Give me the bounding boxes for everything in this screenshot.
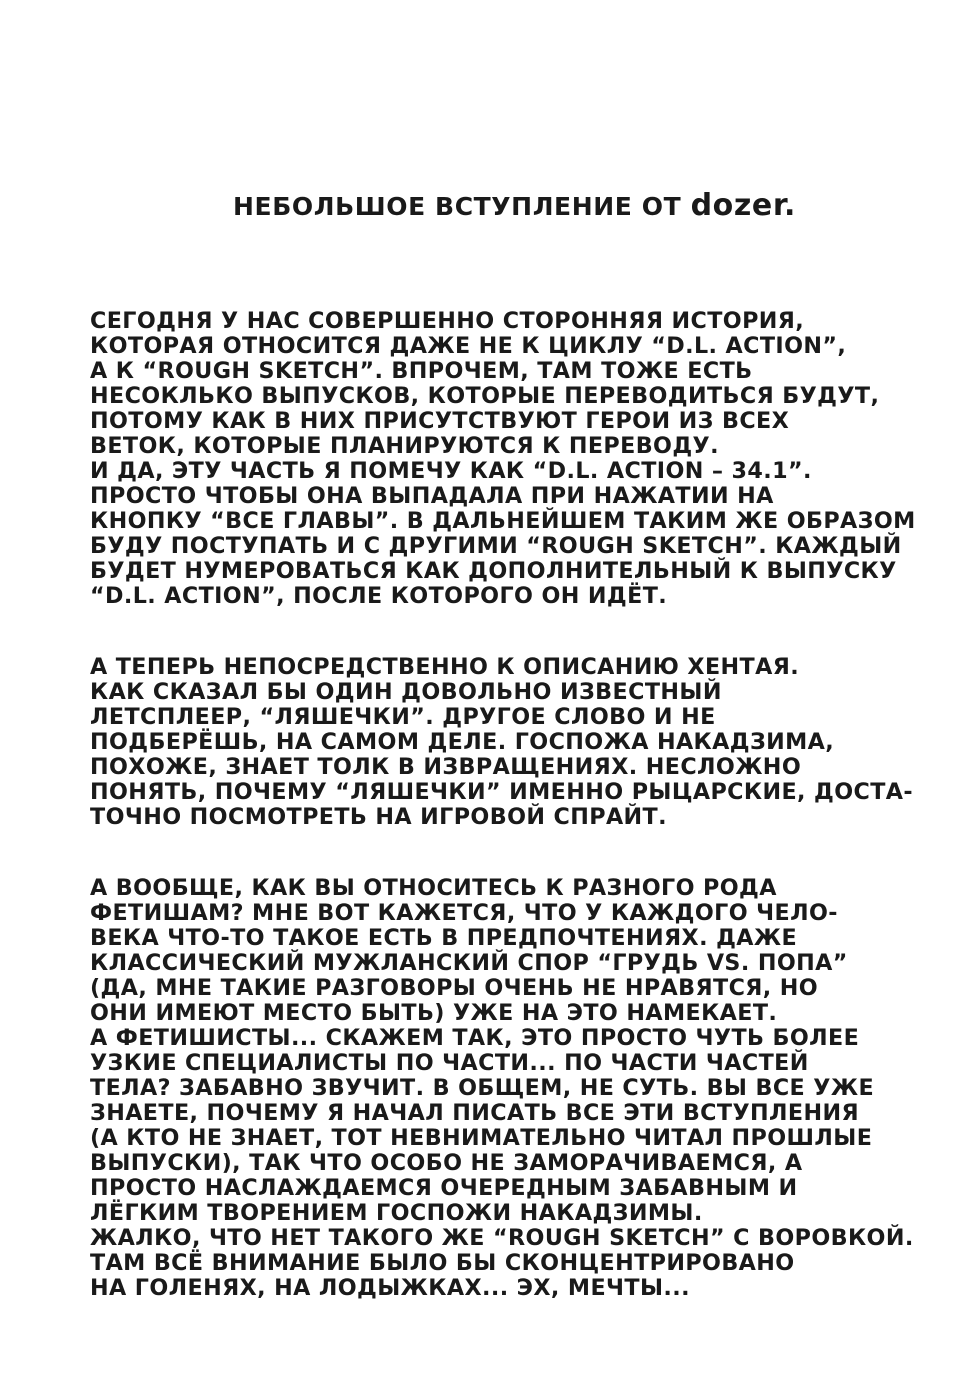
- text-line: УЗКИЕ СПЕЦИАЛИСТЫ ПО ЧАСТИ... ПО ЧАСТИ ЧАСТЕЙ: [90, 1050, 809, 1076]
- text-line: СЕГОДНЯ У НАС СОВЕРШЕННО СТОРОННЯЯ ИСТОРИЯ,: [90, 308, 805, 334]
- title-author: dozer.: [690, 188, 796, 223]
- text-line: ВЕКА ЧТО-ТО ТАКОЕ ЕСТЬ В ПРЕДПОЧТЕНИЯХ. ДАЖЕ: [90, 925, 798, 951]
- paragraph-description: [90, 655, 950, 830]
- text-line: БУДЕТ НУМЕРОВАТЬСЯ КАК ДОПОЛНИТЕЛЬНЫЙ К ВЫПУСКУ: [90, 558, 897, 584]
- title-text: НЕБОЛЬШОЕ ВСТУПЛЕНИЕ ОТ: [233, 192, 691, 221]
- text-line: ВЫПУСКИ), ТАК ЧТО ОСОБО НЕ ЗАМОРАЧИВАЕМСЯ, А: [90, 1150, 803, 1176]
- text-line: ПОДБЕРЁШЬ, НА САМОМ ДЕЛЕ. ГОСПОЖА НАКАДЗИМА,: [90, 729, 835, 755]
- text-line: А ТЕПЕРЬ НЕПОСРЕДСТВЕННО К ОПИСАНИЮ ХЕНТАЯ.: [90, 654, 800, 680]
- text-line: А ВООБЩЕ, КАК ВЫ ОТНОСИТЕСЬ К РАЗНОГО РОДА: [90, 875, 777, 901]
- text-line: ОНИ ИМЕЮТ МЕСТО БЫТЬ) УЖЕ НА ЭТО НАМЕКАЕТ.: [90, 1000, 778, 1026]
- text-line: ЗНАЕТЕ, ПОЧЕМУ Я НАЧАЛ ПИСАТЬ ВСЕ ЭТИ ВСТУПЛЕНИЯ: [90, 1100, 859, 1126]
- text-line: ПОТОМУ КАК В НИХ ПРИСУТСТВУЮТ ГЕРОИ ИЗ ВСЕХ: [90, 408, 790, 434]
- text-line: ПОХОЖЕ, ЗНАЕТ ТОЛК В ИЗВРАЩЕНИЯХ. НЕСЛОЖНО: [90, 754, 802, 780]
- text-line: А К “ROUGH SKETCH”. ВПРОЧЕМ, ТАМ ТОЖЕ ЕСТЬ: [90, 358, 753, 384]
- text-line: КОТОРАЯ ОТНОСИТСЯ ДАЖЕ НЕ К ЦИКЛУ “D.L. ACTION”,: [90, 333, 847, 359]
- text-line: ПРОСТО ЧТОБЫ ОНА ВЫПАДАЛА ПРИ НАЖАТИИ НА: [90, 483, 774, 509]
- text-line: ПОНЯТЬ, ПОЧЕМУ “ЛЯШЕЧКИ” ИМЕННО РЫЦАРСКИЕ, ДОСТА-: [90, 779, 914, 805]
- text-line: НА ГОЛЕНЯХ, НА ЛОДЫЖКАХ... ЭХ, МЕЧТЫ...: [90, 1275, 690, 1301]
- text-line: ТАМ ВСЁ ВНИМАНИЕ БЫЛО БЫ СКОНЦЕНТРИРОВАНО: [90, 1250, 795, 1276]
- text-line: И ДА, ЭТУ ЧАСТЬ Я ПОМЕЧУ КАК “D.L. ACTION – 34.1”.: [90, 458, 812, 484]
- text-line: (А КТО НЕ ЗНАЕТ, ТОТ НЕВНИМАТЕЛЬНО ЧИТАЛ ПРОШЛЫЕ: [90, 1125, 873, 1151]
- text-line: КНОПКУ “ВСЕ ГЛАВЫ”. В ДАЛЬНЕЙШЕМ ТАКИМ ЖЕ ОБРАЗОМ: [90, 508, 916, 534]
- text-line: ЛЕТСПЛЕЕР, “ЛЯШЕЧКИ”. ДРУГОЕ СЛОВО И НЕ: [90, 704, 716, 730]
- text-line: ПРОСТО НАСЛАЖДАЕМСЯ ОЧЕРЕДНЫМ ЗАБАВНЫМ И: [90, 1175, 798, 1201]
- text-line: ТОЧНО ПОСМОТРЕТЬ НА ИГРОВОЙ СПРАЙТ.: [90, 804, 667, 830]
- text-line: ФЕТИШАМ? МНЕ ВОТ КАЖЕТСЯ, ЧТО У КАЖДОГО ЧЕЛО-: [90, 900, 838, 926]
- text-line: (ДА, МНЕ ТАКИЕ РАЗГОВОРЫ ОЧЕНЬ НЕ НРАВЯТСЯ, НО: [90, 975, 819, 1001]
- paragraph-intro: [90, 309, 950, 609]
- text-line: КАК СКАЗАЛ БЫ ОДИН ДОВОЛЬНО ИЗВЕСТНЫЙ: [90, 679, 722, 705]
- text-line: НЕСОКЛЬКО ВЫПУСКОВ, КОТОРЫЕ ПЕРЕВОДИТЬСЯ БУДУТ,: [90, 383, 880, 409]
- text-line: БУДУ ПОСТУПАТЬ И С ДРУГИМИ “ROUGH SKETCH”. КАЖДЫЙ: [90, 533, 902, 559]
- text-line: КЛАССИЧЕСКИЙ МУЖЛАНСКИЙ СПОР “ГРУДЬ VS. ПОПА”: [90, 950, 848, 976]
- paragraph-fetishes: [90, 876, 950, 1301]
- text-line: “D.L. ACTION”, ПОСЛЕ КОТОРОГО ОН ИДЁТ.: [90, 583, 668, 609]
- text-line: А ФЕТИШИСТЫ... СКАЖЕМ ТАК, ЭТО ПРОСТО ЧУТЬ БОЛЕЕ: [90, 1025, 860, 1051]
- page-title: [233, 189, 796, 224]
- text-line: ВЕТОК, КОТОРЫЕ ПЛАНИРУЮТСЯ К ПЕРЕВОДУ.: [90, 433, 719, 459]
- text-line: ЖАЛКО, ЧТО НЕТ ТАКОГО ЖЕ “ROUGH SKETCH” С ВОРОВКОЙ.: [90, 1225, 914, 1251]
- text-line: ЛЁГКИМ ТВОРЕНИЕМ ГОСПОЖИ НАКАДЗИМЫ.: [90, 1200, 703, 1226]
- text-line: ТЕЛА? ЗАБАВНО ЗВУЧИТ. В ОБЩЕМ, НЕ СУТЬ. ВЫ ВСЕ УЖЕ: [90, 1075, 875, 1101]
